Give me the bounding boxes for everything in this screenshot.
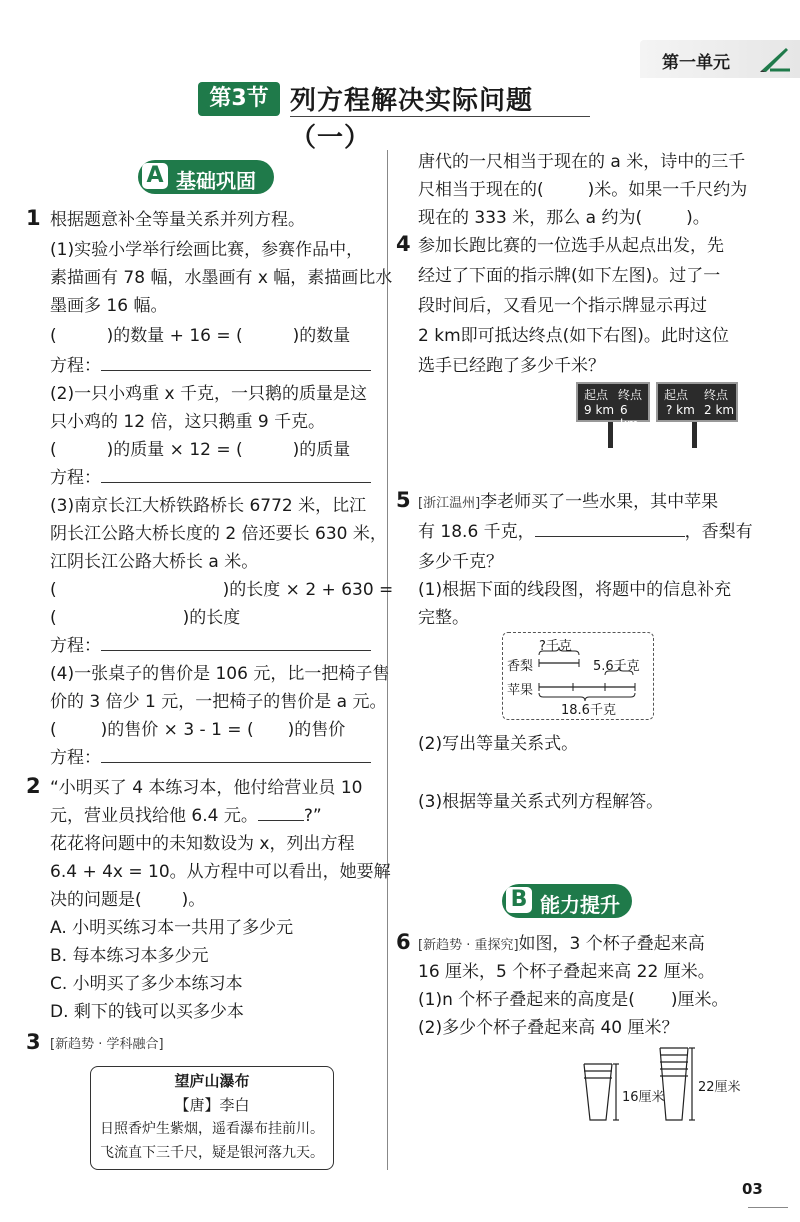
q1-p3-equation[interactable]: 方程： xyxy=(50,632,371,660)
q1-p3-line3: 江阴长江公路大桥长 a 米。 xyxy=(50,552,259,572)
sign-right xyxy=(656,382,738,422)
unit-tab xyxy=(640,40,800,78)
sign-right-start-dist: ? km xyxy=(666,403,695,417)
section-title xyxy=(198,78,598,153)
q1-p4-line2: 价的 3 倍少 1 元，一把椅子的售价是 a 元。 xyxy=(50,692,387,712)
q5-tag: [浙江温州] xyxy=(418,496,481,511)
sign-left xyxy=(576,382,650,431)
q1-p3-line1: (3)南京长江大桥铁路桥长 6772 米，比江 xyxy=(50,496,367,516)
q5-sub3: (3)根据等量关系式列方程解答。 xyxy=(418,792,664,812)
poem-title: 望庐山瀑布 xyxy=(174,1072,250,1090)
sign-left-post xyxy=(608,422,613,448)
q4-line5: 选手已经跑了多少千米？ xyxy=(418,356,605,376)
section-a-label: 基础巩固 xyxy=(176,169,256,193)
q1-p2-line1: (2)一只小鸡重 x 千克，一只鹅的质量是这 xyxy=(50,384,367,404)
section-a-letter: A xyxy=(142,163,168,189)
q6-tag: [新趋势 · 重探究] xyxy=(418,938,519,953)
segment-lines xyxy=(503,633,653,719)
unit-label: 第一单元 xyxy=(662,53,730,73)
q5-line2[interactable]: 有 18.6 千克， ，香梨有 xyxy=(418,522,753,542)
poem-line2: 飞流直下三千尺，疑是银河落九天。 xyxy=(100,1145,324,1161)
q1-p2-relation: ( )的质量 × 12 = ( )的质量 xyxy=(50,440,351,460)
q1-p1-relation: ( )的数量 + 16 = ( )的数量 xyxy=(50,326,351,346)
q2-line2: 元，营业员找给他 6.4 元。 ?” xyxy=(50,806,322,826)
segment-diagram xyxy=(502,632,654,720)
section-a-pill xyxy=(138,160,274,194)
q1-p1-line1: (1)实验小学举行绘画比赛，参赛作品中， xyxy=(50,240,364,260)
q6-line2: 16 厘米，5 个杯子叠起来高 22 厘米。 xyxy=(418,962,715,982)
poem-author: 【唐】李白 xyxy=(174,1096,250,1114)
q6-sub1: (1)n 个杯子叠起来的高度是( )厘米。 xyxy=(418,990,729,1010)
q3-right-line3: 现在的 333 米，那么 a 约为( )。 xyxy=(418,208,710,228)
poem-line1: 日照香炉生紫烟，遥看瀑布挂前川。 xyxy=(100,1121,324,1137)
q6-sub2: (2)多少个杯子叠起来高 40 厘米？ xyxy=(418,1018,679,1038)
diagram-unknown-label: ?千克 xyxy=(539,639,572,654)
q5-line3: 多少千克？ xyxy=(418,552,503,572)
sign-right-end-dist: 2 km xyxy=(704,403,735,417)
cup-height-16: 16厘米 xyxy=(622,1090,665,1105)
diagram-apple-label: 苹果 xyxy=(507,683,534,698)
q1-p4-equation[interactable]: 方程： xyxy=(50,744,371,772)
q1-p2-line2: 只小鸡的 12 倍，这只鹅重 9 千克。 xyxy=(50,412,326,432)
diagram-total-label: 18.6千克 xyxy=(561,703,616,718)
q2-line5: 决的问题是( )。 xyxy=(50,890,206,910)
diagram-pear-label: 香梨 xyxy=(507,659,534,674)
q5-sub1-line1: (1)根据下面的线段图，将题中的信息补充 xyxy=(418,580,732,600)
q3-number: 3 xyxy=(26,1030,41,1054)
q1-p3-relation-b: ( )的长度 xyxy=(50,608,241,628)
sign-left-end-dist: 6 km xyxy=(620,403,639,431)
q4-line4: 2 km即可抵达终点(如下右图)。此时这位 xyxy=(418,326,729,346)
section-badge: 第3节 xyxy=(198,82,280,116)
page-number: 03 xyxy=(742,1180,800,1216)
pencil-ruler-icon xyxy=(760,44,790,72)
q3-tag: [新趋势 · 学科融合] xyxy=(50,1037,164,1052)
cup-height-22: 22厘米 xyxy=(698,1080,741,1095)
q1-p3-line2: 阴长江公路大桥长度的 2 倍还要长 630 米， xyxy=(50,524,387,544)
q4-line2: 经过了下面的指示牌(如下左图)。过了一 xyxy=(418,266,721,286)
section-b-letter: B xyxy=(506,887,532,913)
q6-number: 6 xyxy=(396,930,411,954)
q2-line3: 花花将问题中的未知数设为 x，列出方程 xyxy=(50,834,355,854)
q1-p1-line2: 素描画有 78 幅，水墨画有 x 幅，素描画比水 xyxy=(50,268,393,288)
q5-line1: [浙江温州]李老师买了一些水果，其中苹果 xyxy=(418,492,719,512)
section-underline xyxy=(290,116,590,117)
q4-number: 4 xyxy=(396,232,411,256)
q2-option-a[interactable]: A. 小明买练习本一共用了多少元 xyxy=(50,918,294,938)
q5-number: 5 xyxy=(396,488,411,512)
sign-left-start-dist: 9 km xyxy=(584,403,615,417)
q1-number: 1 xyxy=(26,206,41,230)
q1-p2-equation[interactable]: 方程： xyxy=(50,464,371,492)
q6-line1: [新趋势 · 重探究]如图，3 个杯子叠起来高 xyxy=(418,934,705,954)
sign-right-end: 终点 xyxy=(704,388,729,402)
sign-left-end: 终点 xyxy=(618,388,643,402)
q2-line4: 6.4 + 4x = 10。从方程中可以看出，她要解 xyxy=(50,862,391,882)
q1-p1-equation[interactable]: 方程： xyxy=(50,352,371,380)
q2-number: 2 xyxy=(26,774,41,798)
q1-stem: 根据题意补全等量关系并列方程。 xyxy=(50,210,305,230)
section-b-pill xyxy=(502,884,632,918)
q1-p4-line1: (4)一张桌子的售价是 106 元，比一把椅子售 xyxy=(50,664,390,684)
q5-sub2: (2)写出等量关系式。 xyxy=(418,734,579,754)
diagram-diff-label: 5.6千克 xyxy=(593,659,640,674)
q4-line3: 段时间后，又看见一个指示牌显示再过 xyxy=(418,296,707,316)
q2-option-b[interactable]: B. 每本练习本多少元 xyxy=(50,946,209,966)
q1-p1-line3: 墨画多 16 幅。 xyxy=(50,296,168,316)
poem-box xyxy=(90,1066,334,1170)
sign-left-start: 起点 xyxy=(584,388,609,402)
q5-sub1-line2: 完整。 xyxy=(418,608,469,628)
q1-p4-relation: ( )的售价 × 3 - 1 = ( )的售价 xyxy=(50,720,346,740)
q2-option-c[interactable]: C. 小明买了多少本练习本 xyxy=(50,974,243,994)
sign-right-start: 起点 xyxy=(664,388,689,402)
q2-option-d[interactable]: D. 剩下的钱可以买多少本 xyxy=(50,1002,244,1022)
q3-right-line1: 唐代的一尺相当于现在的 a 米，诗中的三千 xyxy=(418,152,746,172)
sign-right-post xyxy=(692,422,697,448)
q1-p3-relation-a: ( )的长度 × 2 + 630 = xyxy=(50,580,394,600)
section-b-label: 能力提升 xyxy=(540,893,620,917)
q3-right-line2: 尺相当于现在的( )米。如果一千尺约为 xyxy=(418,180,748,200)
section-heading: 列方程解决实际问题（一） xyxy=(290,86,534,153)
q2-line1: “小明买了 4 本练习本，他付给营业员 10 xyxy=(50,778,363,798)
q4-line1: 参加长跑比赛的一位选手从起点出发，先 xyxy=(418,236,724,256)
